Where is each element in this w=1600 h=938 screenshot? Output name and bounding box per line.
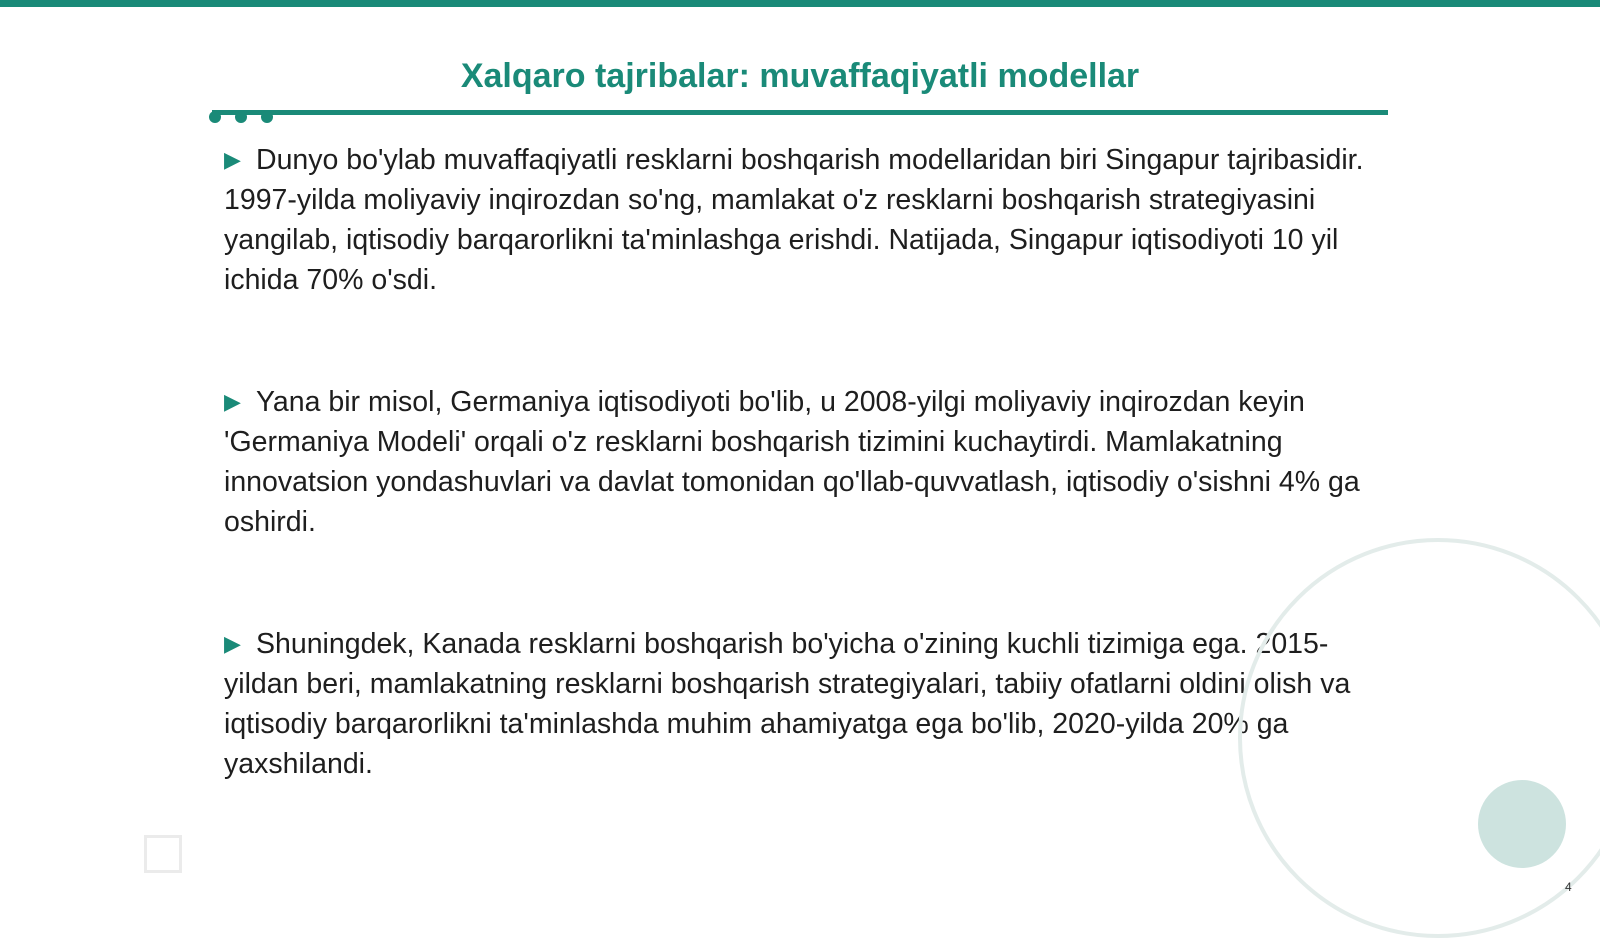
slide-title: Xalqaro tajribalar: muvaffaqiyatli modellar [460, 57, 1140, 95]
triangle-bullet-icon: ▶ [224, 631, 241, 656]
page-number: 4 [1565, 880, 1572, 894]
bullet-item [224, 382, 1394, 542]
bullet-text: Shuningdek, Kanada resklarni boshqarish bo'yicha o'zining kuchli tizimiga ega. 2015-yildan beri, mamlakatning resklarni boshqarish strategiyalari, tabiiy ofatlarni oldini olish va iqtisodiy barqarorlikni ta'minlashda muhim ahamiyatga ega bo'lib, 2020-yilda 20% ga yaxshilandi. [224, 628, 1351, 780]
decorative-disc [1478, 780, 1566, 868]
bullet-text: Yana bir misol, Germaniya iqtisodiyoti bo'lib, u 2008-yilgi moliyaviy inqirozdan keyin 'Germaniya Modeli' orqali o'z resklarni boshqarish tizimini kuchaytirdi. Mamlakatning innovatsion yondashuvlari va davlat tomonidan qo'llab-quvvatlash, iqtisodiy o'sishni 4% ga oshirdi. [224, 386, 1360, 538]
underline-dot [261, 111, 273, 123]
underline-dot [209, 111, 221, 123]
triangle-bullet-icon: ▶ [224, 147, 241, 172]
top-accent-bar [0, 0, 1600, 7]
slide-content [224, 140, 1394, 866]
underline-dot [235, 111, 247, 123]
title-underline [212, 110, 1388, 115]
triangle-bullet-icon: ▶ [224, 389, 241, 414]
bullet-item [224, 140, 1394, 300]
decorative-square [144, 835, 182, 873]
bullet-text: Dunyo bo'ylab muvaffaqiyatli resklarni boshqarish modellaridan biri Singapur tajribasidir. 1997-yilda moliyaviy inqirozdan so'ng, mamlakat o'z resklarni boshqarish strategiyasini yangilab, iqtisodiy barqarorlikni ta'minlashga erishdi. Natijada, Singapur iqtisodiyoti 10 yil ichida 70% o'sdi. [224, 144, 1364, 296]
bullet-item [224, 624, 1394, 784]
